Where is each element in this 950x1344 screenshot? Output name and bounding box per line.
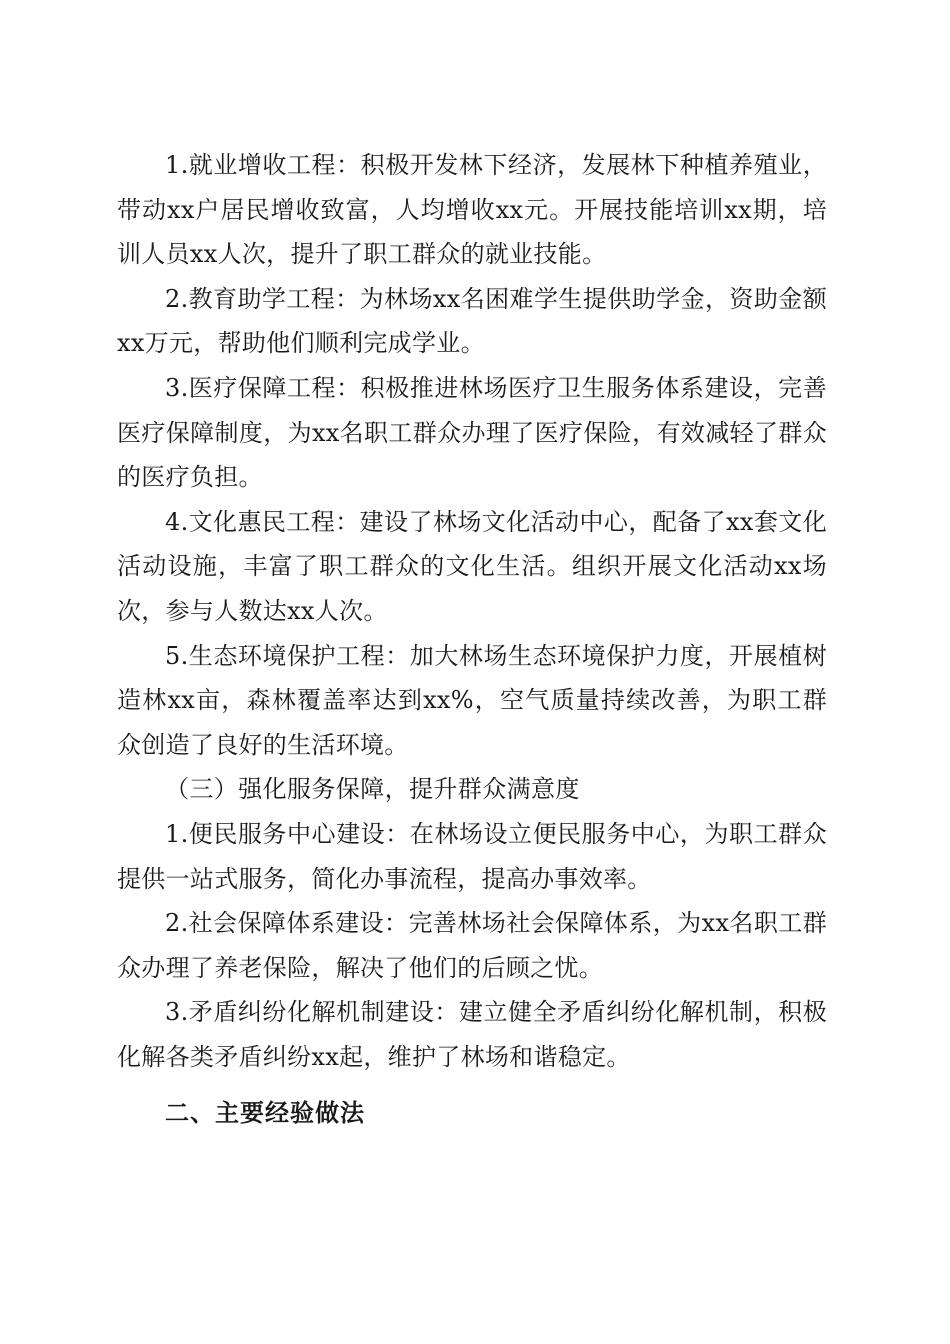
document-page bbox=[117, 143, 827, 1136]
paragraph-culture: 4.文化惠民工程：建设了林场文化活动中心，配备了xx套文化活动设施，丰富了职工群众的文化生活。组织开展文化活动xx场次，参与人数达xx人次。 bbox=[117, 507, 827, 625]
paragraph-ecology: 5.生态环境保护工程：加大林场生态环境保护力度，开展植树造林xx亩，森林覆盖率达到xx%，空气质量持续改善，为职工群众创造了良好的生活环境。 bbox=[117, 641, 827, 759]
paragraph-dispute-resolution: 3.矛盾纠纷化解机制建设：建立健全矛盾纠纷化解机制，积极化解各类矛盾纠纷xx起，维护了林场和谐稳定。 bbox=[117, 998, 827, 1071]
paragraph-education: 2.教育助学工程：为林场xx名困难学生提供助学金，资助金额xx万元，帮助他们顺利完成学业。 bbox=[117, 284, 827, 358]
section-heading: 二、主要经验做法 bbox=[165, 1099, 365, 1128]
paragraph-service-center: 1.便民服务中心建设：在林场设立便民服务中心，为职工群众提供一站式服务，简化办事流程，提高办事效率。 bbox=[117, 819, 827, 893]
subsection-heading: （三）强化服务保障，提升群众满意度 bbox=[165, 775, 580, 804]
paragraph-social-security: 2.社会保障体系建设：完善林场社会保障体系，为xx名职工群众办理了养老保险，解决了他们的后顾之忧。 bbox=[117, 909, 827, 982]
paragraph-employment: 1.就业增收工程：积极开发林下经济，发展林下种植养殖业，带动xx户居民增收致富，人均增收xx元。开展技能培训xx期，培训人员xx人次，提升了职工群众的就业技能。 bbox=[117, 151, 827, 269]
paragraph-medical: 3.医疗保障工程：积极推进林场医疗卫生服务体系建设，完善医疗保障制度，为xx名职工群众办理了医疗保险，有效减轻了群众的医疗负担。 bbox=[117, 373, 827, 492]
